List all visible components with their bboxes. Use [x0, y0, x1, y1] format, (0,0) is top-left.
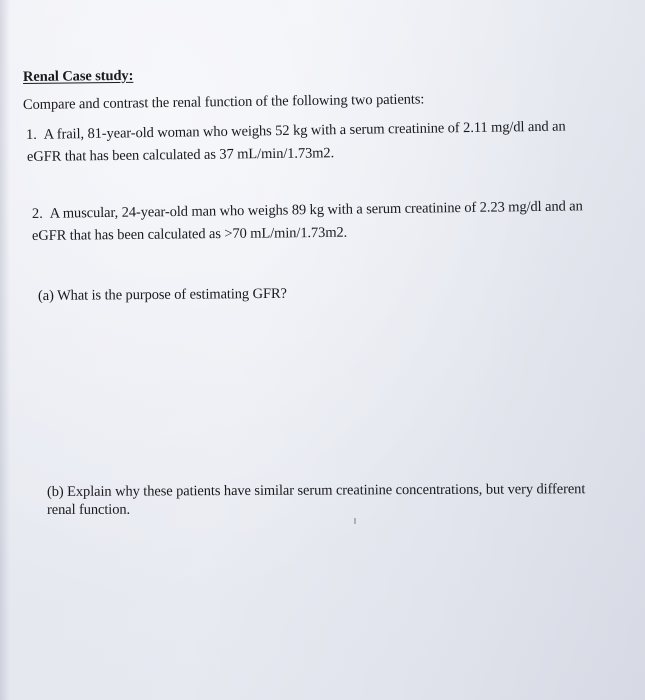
patient-2-line-2: eGFR that has been calculated as >70 mL/min/1.73m2.: [31, 224, 348, 244]
patient-2-number: 2.: [31, 205, 43, 222]
patient-1-number: 1.: [25, 126, 37, 143]
page-edge-shadow: [0, 0, 10, 700]
patient-2-line-1: [32, 197, 583, 223]
question-b-line-2: renal function.: [46, 501, 131, 518]
question-a: (a) What is the purpose of estimating GFR?: [37, 285, 287, 304]
intro-text: Compare and contrast the renal function of the following two patients:: [22, 91, 425, 113]
question-b-line-1: (b) Explain why these patients have similar serum creatinine concentrations, but very different: [46, 481, 586, 500]
case-study-title: Renal Case study:: [22, 67, 134, 85]
stray-mark: [354, 518, 356, 524]
patient-1-text-1: A frail, 81-year-old woman who weighs 52 kg with a serum creatinine of 2.11 mg/dl and an: [43, 118, 566, 143]
patient-2-text-1: A muscular, 24-year-old man who weighs 89 kg with a serum creatinine of 2.23 mg/dl and an: [49, 198, 583, 222]
patient-1-line-2: eGFR that has been calculated as 37 mL/min/1.73m2.: [26, 145, 335, 165]
patient-1-line-1: [26, 118, 566, 144]
